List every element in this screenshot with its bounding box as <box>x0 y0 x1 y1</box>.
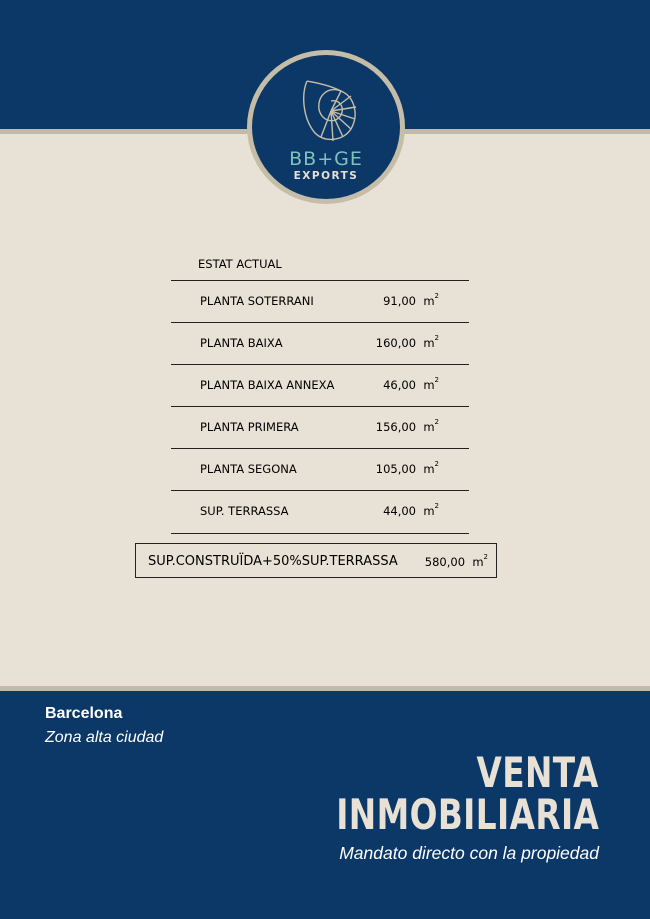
table-row <box>171 364 469 407</box>
row-label: PLANTA SOTERRANI <box>200 294 314 308</box>
row-label: PLANTA BAIXA <box>200 336 283 350</box>
total-value: 580,00 $m^2$ <box>424 553 488 569</box>
title-line-2: INMOBILIARIA <box>335 790 599 839</box>
table-row <box>171 280 469 323</box>
table-heading: ESTAT ACTUAL <box>198 257 282 271</box>
logo-subtitle: EXPORTS <box>293 170 359 182</box>
total-surface-box <box>135 543 497 578</box>
row-value: 46,00 $m^2$ <box>383 376 439 392</box>
tagline: Mandato directo con la propiedad <box>339 843 599 863</box>
row-label: PLANTA PRIMERA <box>200 420 299 434</box>
table-row <box>171 322 469 365</box>
logo-disc <box>252 55 400 199</box>
location-city: Barcelona <box>45 705 123 722</box>
table-row <box>171 490 469 534</box>
row-label: PLANTA BAIXA ANNEXA <box>200 378 335 392</box>
logo-wordmark: BB+GE <box>289 148 363 170</box>
nautilus-shell-icon <box>299 75 361 147</box>
total-label: SUP.CONSTRUÏDA+50%SUP.TERRASSA <box>148 554 398 569</box>
table-row <box>171 448 469 491</box>
row-value: 105,00 $m^2$ <box>375 460 439 476</box>
row-value: 156,00 $m^2$ <box>375 418 439 434</box>
row-value: 160,00 $m^2$ <box>375 334 439 350</box>
row-label: SUP. TERRASSA <box>200 504 289 518</box>
location-zone: Zona alta ciudad <box>45 729 164 746</box>
row-value: 91,00 $m^2$ <box>383 292 439 308</box>
row-value: 44,00 $m^2$ <box>383 502 439 518</box>
brand-logo <box>247 50 405 204</box>
row-label: PLANTA SEGONA <box>200 462 297 476</box>
table-row <box>171 406 469 449</box>
title-line-1: VENTA <box>476 748 599 797</box>
